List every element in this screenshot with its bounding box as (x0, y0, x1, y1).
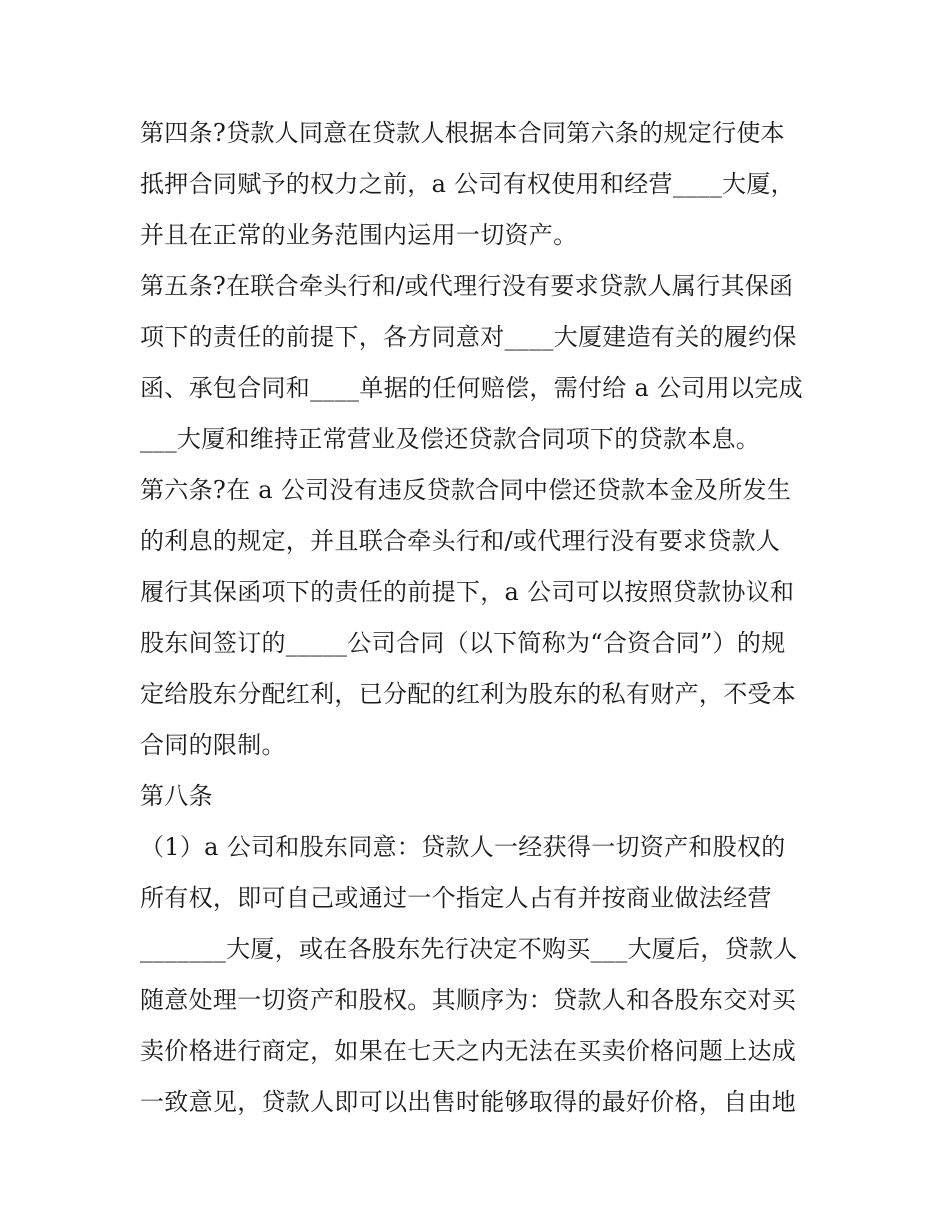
text-line: 定给股东分配红利，已分配的红利为股东的私有财产，不受本 (140, 680, 797, 708)
text-line: 合同的限制。 (140, 731, 286, 759)
text-line: 的利息的规定，并且联合牵头行和/或代理行没有要求贷款人 (140, 527, 781, 555)
text-line: （1）a 公司和股东同意：贷款人一经获得一切资产和股权的 (140, 833, 786, 861)
text-line: 并且在正常的业务范围内运用一切资产。 (140, 221, 578, 249)
text-line: ___大厦和维持正常营业及偿还贷款合同项下的贷款本息。 (140, 425, 761, 453)
text-line: 履行其保函项下的责任的前提下，a 公司可以按照贷款协议和 (140, 578, 795, 606)
text-line: 一致意见，贷款人即可以出售时能够取得的最好价格，自由地 (140, 1088, 797, 1116)
text-line: _______大厦，或在各股东先行决定不购买___大厦后，贷款人 (140, 935, 798, 963)
text-line: 抵押合同赋予的权力之前，a 公司有权使用和经营____大厦， (140, 170, 795, 198)
text-line: 第八条 (140, 782, 213, 810)
document-body (140, 108, 815, 1128)
text-line: 第四条?贷款人同意在贷款人根据本合同第六条的规定行使本 (140, 119, 785, 147)
text-line: 项下的责任的前提下，各方同意对____大厦建造有关的履约保 (140, 323, 797, 351)
text-line: 第五条?在联合牵头行和/或代理行没有要求贷款人属行其保函 (140, 272, 794, 300)
text-line: 随意处理一切资产和股权。其顺序为：贷款人和各股东交对买 (140, 986, 797, 1014)
text-line: 函、承包合同和____单据的任何赔偿，需付给 a 公司用以完成 (140, 374, 803, 402)
text-line: 所有权，即可自己或通过一个指定人占有并按商业做法经营 (140, 884, 772, 912)
text-line: 第六条?在 a 公司没有违反贷款合同中偿还贷款本金及所发生 (140, 476, 792, 504)
text-line: 卖价格进行商定，如果在七天之内无法在买卖价格问题上达成 (140, 1037, 797, 1065)
text-line: 股东间签订的_____公司合同（以下简称为“合资合同”）的规 (140, 629, 786, 657)
